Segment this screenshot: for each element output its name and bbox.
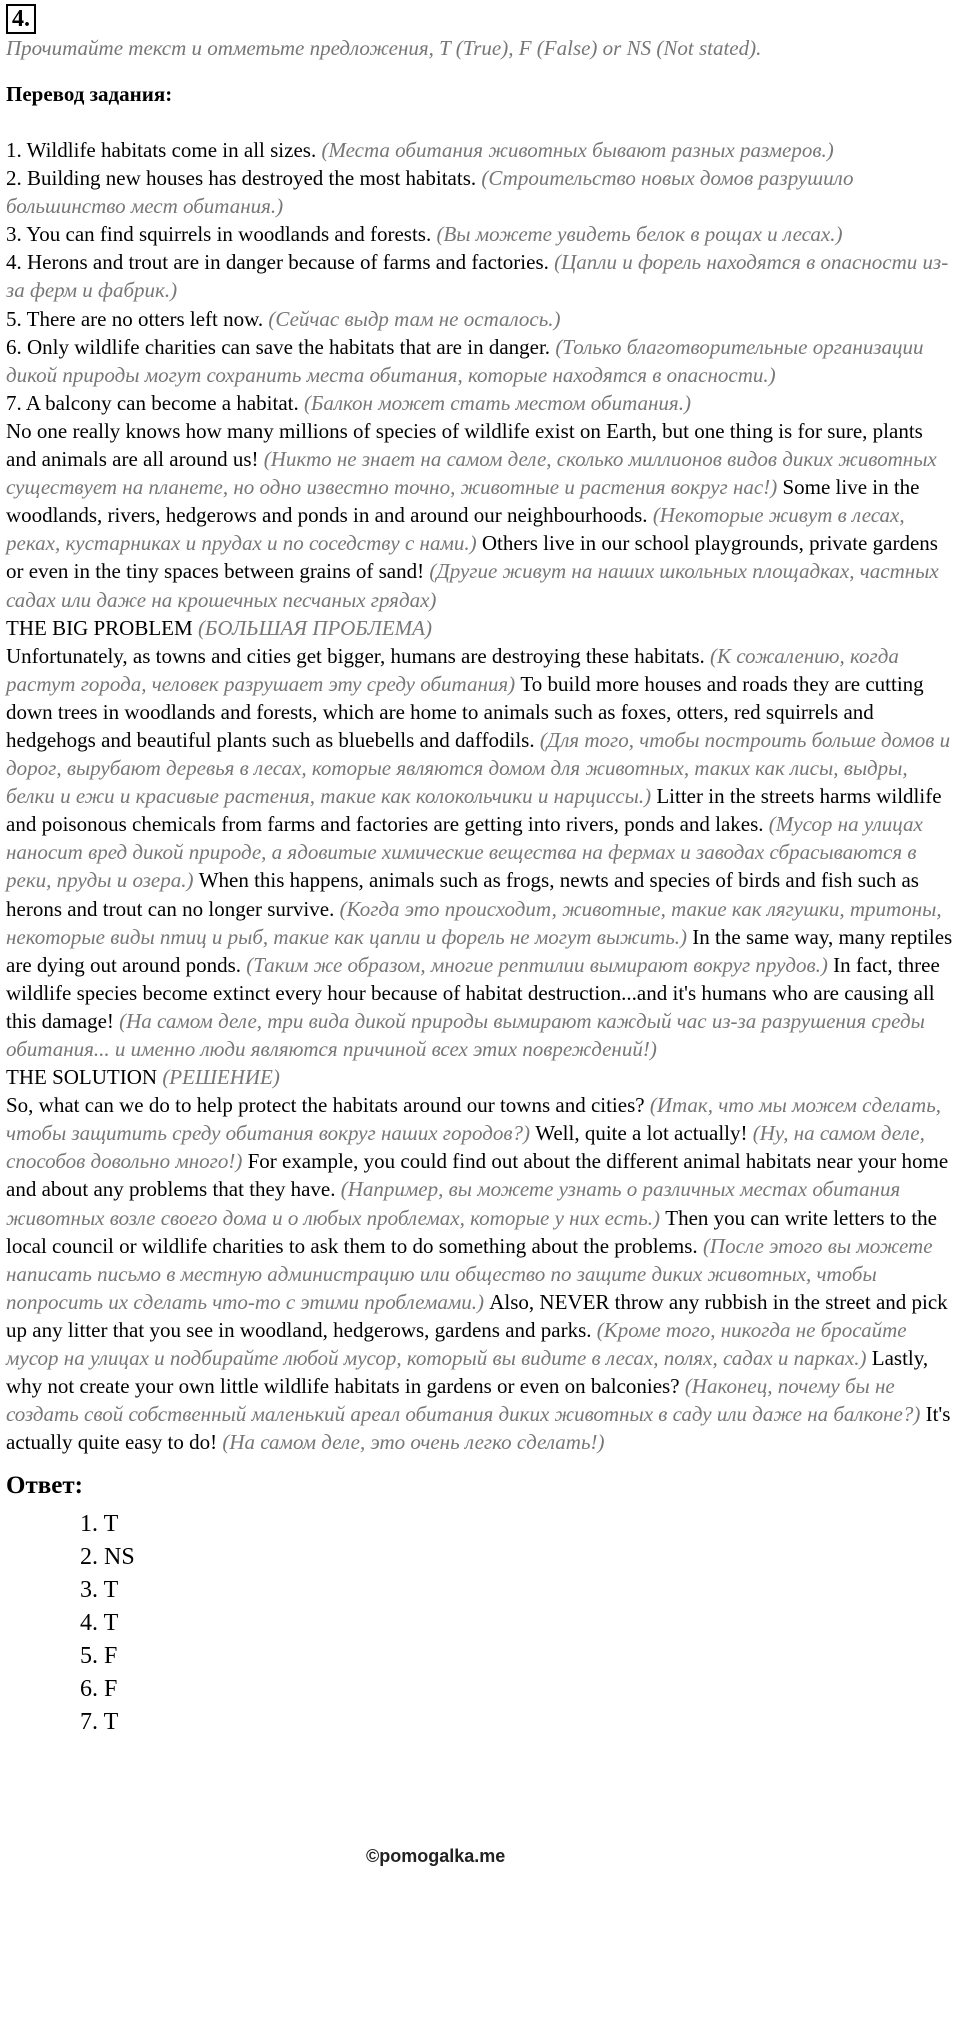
spacer xyxy=(6,108,956,136)
statement: 5. There are no otters left now. (Сейчас выдр там не осталось.) xyxy=(6,306,561,331)
solution-title: THE SOLUTION (РЕШЕНИЕ) xyxy=(6,1065,280,1090)
task-number: 4. xyxy=(6,4,36,34)
watermark: ©pomogalka.me xyxy=(366,1846,506,1866)
task-header xyxy=(6,4,956,34)
answer-item: 4. T xyxy=(80,1610,119,1637)
statement: 6. Only wildlife charities can save the habitats that are in danger. (Только благотворительные организации дикой природы могут сохранить места обитания, которые находятся в опасности.) xyxy=(6,334,924,387)
answer-list xyxy=(80,1508,956,1739)
statement: 2. Building new houses has destroyed the most habitats. (Строительство новых домов разрушило большинство мест обитания.) xyxy=(6,166,854,219)
problem-title: THE BIG PROBLEM (БОЛЬШАЯ ПРОБЛЕМА) xyxy=(6,615,432,640)
answer-item: 7. T xyxy=(80,1709,119,1736)
answer-item: 2. NS xyxy=(80,1544,135,1571)
statements-list xyxy=(6,136,956,417)
document-page xyxy=(6,4,956,1739)
task-instruction: Прочитайте текст и отметьте предложения, T (True), F (False) or NS (Not stated). xyxy=(6,36,762,60)
problem-paragraph: Unfortunately, as towns and cities get bigger, humans are destroying these habitats. (К сожалению, когда растут города, человек разрушает эту среду обитания) To build more houses and roads they are cutting down trees in woodlands and forests, which are home to animals such as foxes, otters, red squirrels and hedgehogs and beautiful plants such as bluebells and daffodils. (Для того, чтобы построить больше домов и дорог, вырубают деревья в лесах, которые являются домом для животных, таких как лисы, выдры, белки и ежи и красивые растения, такие как колокольчики и нарциссы.) Litter in the streets harms wildlife and poisonous chemicals from farms and factories are getting into rivers, ponds and lakes. (Мусор на улицах наносит вред дикой природе, а ядовитые химические вещества на фермах и заводах сбрасываются в реки, пруды и озера.) When this happens, animals such as frogs, newts and species of birds and fish such as herons and trout can no longer survive. (Когда это происходит, животные, такие как лягушки, тритоны, некоторые виды птиц и рыб, такие как цапли и форель не могут выжить.) In the same way, many reptiles are dying out around ponds. (Таким же образом, многие рептилии вымирают вокруг прудов.) In fact, three wildlife species become extinct every hour because of habitat destruction...and it's humans who are causing all this damage! (На самом деле, три вида дикой природы вымирают каждый час из-за разрушения среды обитания... и именно люди являются причиной всех этих повреждений!) xyxy=(6,643,953,1061)
solution-paragraph: So, what can we do to help protect the habitats around our towns and cities? (Итак, что мы можем сделать, чтобы защитить среду обитания вокруг наших городов?) Well, quite a lot actually! (Ну, на самом деле, способов довольно много!) For example, you could find out about the different animal habitats near your home and about any problems that they have. (Например, вы можете узнать о различных местах обитания животных возле своего дома и о любых проблемах, которые у них есть.) Then you can write letters to the local council or wildlife charities to ask them to do something about the problems. (После этого вы можете написать письмо в местную администрацию или общество по защите диких животных, чтобы попросить их сделать что-то с этими проблемами.) Also, NEVER throw any rubbish in the street and pick up any litter that you see in woodland, hedgerows, gardens and parks. (Кроме того, никогда не бросайте мусор на улицах и подбирайте любой мусор, который вы видите в лесах, полях, садах и парках.) Lastly, why not create your own little wildlife habitats in gardens or even on balconies? (Наконец, почему бы не создать свой собственный маленький ареал обитания диких животных в саду или даже на балконе?) It's actually quite easy to do! (На самом деле, это очень легко сделать!) xyxy=(6,1093,951,1455)
answer-item: 1. T xyxy=(80,1511,119,1538)
statement: 4. Herons and trout are in danger because of farms and factories. (Цапли и форель находятся в опасности из-за ферм и фабрик.) xyxy=(6,250,949,303)
answer-title: Ответ: xyxy=(6,1472,83,1500)
intro-paragraph: No one really knows how many millions of species of wildlife exist on Earth, but one thing is for sure, plants and animals are all around us! (Никто не знает на самом деле, сколько миллионов видов диких животных существует на планете, но одно известно точно, животные и растения вокруг нас!) Some live in the woodlands, rivers, hedgerows and ponds in and around our neighbourhoods. (Некоторые живут в лесах, реках, кустарниках и прудах и по соседству с нами.) Others live in our school playgrounds, private gardens or even in the tiny spaces between grains of sand! (Другие живут на наших школьных площадках, частных садах или даже на крошечных песчаных грядах) xyxy=(6,418,939,612)
answer-item: 6. F xyxy=(80,1676,118,1703)
statement: 1. Wildlife habitats come in all sizes. (Места обитания животных бывают разных размеров.) xyxy=(6,138,834,162)
answer-item: 3. T xyxy=(80,1577,119,1604)
translation-heading: Перевод задания: xyxy=(6,82,173,106)
answer-item: 5. F xyxy=(80,1643,118,1670)
statement: 7. A balcony can become a habitat. (Балкон может стать местом обитания.) xyxy=(6,390,691,415)
statement: 3. You can find squirrels in woodlands and forests. (Вы можете увидеть белок в рощах и лесах.) xyxy=(6,222,843,247)
